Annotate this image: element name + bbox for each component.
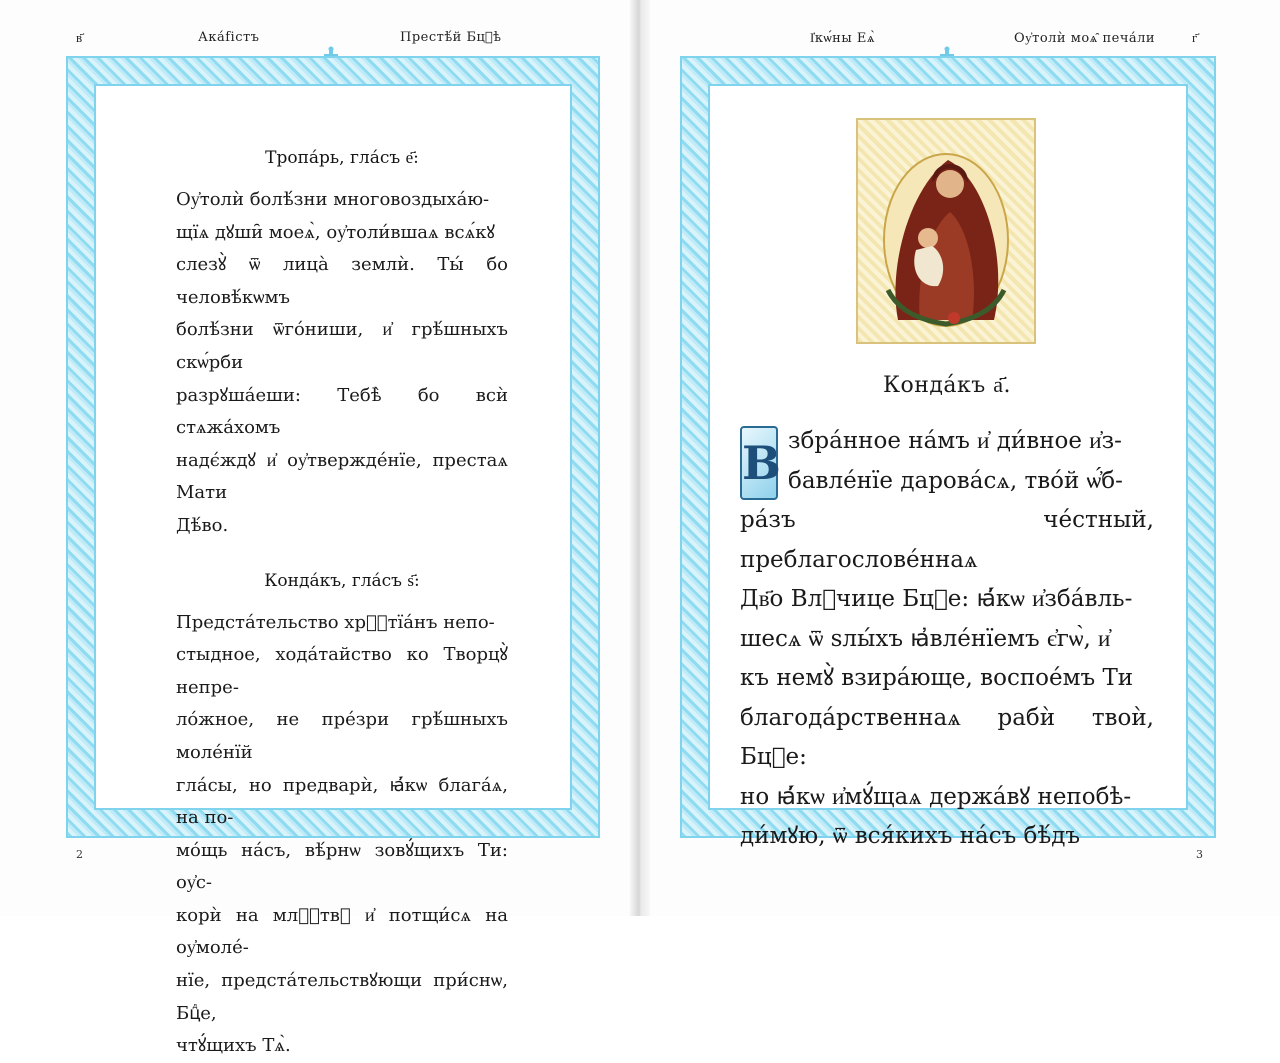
- kondak-text: [740, 422, 1154, 857]
- right-head-title: І҆кѡ́ны Еѧ̀: [810, 31, 875, 46]
- troparion-line: разрꙋша́еши: Тебѣ̀ бо всѝ стѧжа́хомъ: [176, 384, 508, 439]
- book-gutter: [630, 0, 650, 916]
- troparion-heading: Тропа́рь, гла́съ е҃:: [265, 148, 419, 168]
- kondak-line: благода́рственнаѧ рабѝ твоѝ, Бцⷣе:: [740, 704, 1154, 770]
- kondak-line: ди́мꙋю, ѿ вся́кихъ на́съ бѣ́дъ: [740, 823, 1081, 849]
- kontakion-line: Предста́тельство хрⷭ҇тїа́нъ непо-: [176, 611, 495, 633]
- kontakion-line: корѝ на млⷭ҇твꙋ и҆ потщи́сѧ на оу҆моле́-: [176, 904, 508, 959]
- kondak-title: Конда́къ а҃.: [882, 373, 1012, 398]
- right-page-text: [740, 372, 1154, 857]
- troparion-line: Оу҆толѝ болѣ́зни многовоздыха́ю-: [176, 189, 490, 210]
- right-running-head: [644, 30, 1280, 52]
- kontakion-line: чтꙋ́щихъ Тѧ̀.: [176, 1035, 291, 1057]
- troparion-line: слезꙋ̀ ѿ лица̀ землѝ. Ты́ бо человѣ́кѡмъ: [176, 254, 508, 308]
- kontakion-line: нїе, предста́тельствꙋющи при́снѡ, Бцⷣе,: [176, 970, 508, 1024]
- kontakion-line: мо́щь на́съ, вѣ́рнѡ зовꙋ́щихъ Ти: оу҆с-: [176, 839, 508, 894]
- kondak-line: бавле́нїе дарова́сѧ, тво́й ѡ҆́б-: [788, 467, 1123, 494]
- kondak-line: къ немꙋ̀ взира́юще, воспое́мъ Ти: [740, 665, 1134, 691]
- troparion-line: Дѣ́во.: [176, 514, 229, 536]
- kontakion-line: гла́сы, но предварѝ, ꙗ҆́кѡ блага́ѧ, на по-: [176, 774, 508, 829]
- troparion-text: [176, 184, 508, 543]
- kontakion-heading: Конда́къ, гла́съ ѕ҃:: [264, 570, 420, 591]
- icon-illustration: [858, 120, 1034, 342]
- right-head-subtitle: Оу҆толѝ моѧ̑ печа́ли: [1014, 31, 1156, 46]
- troparion-line: болѣ́зни ѿго́ниши, и҆ грѣ́шныхъ скѡ́рби: [176, 319, 508, 373]
- right-folio-letter: г҃: [1192, 31, 1198, 46]
- left-page-number: 2: [76, 848, 83, 861]
- left-folio-letter: в҃: [76, 31, 83, 46]
- kondak-line: Дв҃о Влⷣчице Бцⷣе: ꙗ҆́кѡ и҆зба́вль-: [740, 586, 1133, 612]
- theotokos-icon-image: [856, 118, 1036, 344]
- troparion-line: надє́ждꙋ и҆ оу҆твержде́нїе, престаѧ Мати: [176, 449, 508, 504]
- kondak-line: но ꙗ҆́кѡ и҆мꙋ́щаѧ держа́вꙋ непобѣ-: [740, 783, 1132, 810]
- drop-cap-initial: В: [740, 426, 778, 500]
- troparion-line: щїѧ дꙋши̑ моеѧ̀, оу҆толи́вшаѧ всѧ́кꙋ: [176, 221, 495, 243]
- kontakion-line: ло́жное, не пре́зри грѣ́шныхъ моле́нїй: [176, 709, 508, 763]
- right-page-number: 3: [1196, 848, 1203, 861]
- left-head-title: Ака́fістъ: [198, 30, 260, 45]
- kontakion-line: стыдное, хода́тайство ко Творцꙋ̀ непре-: [176, 644, 508, 698]
- kondak-line: шесѧ ѿ ѕлы́хъ ꙗ҆вле́нїемъ є҆гѡ̀, и҆: [740, 625, 1111, 652]
- left-page-text: [176, 148, 508, 1063]
- kondak-line: збра́нное на́мъ и҆ ди́вное и҆з-: [788, 428, 1122, 454]
- left-head-subtitle: Престѣ́й Бцⷣѣ: [400, 30, 502, 45]
- kondak-line: ра́зъ че́стный, преблагослове́ннаѧ: [740, 507, 1154, 573]
- kontakion-text: [176, 607, 508, 1063]
